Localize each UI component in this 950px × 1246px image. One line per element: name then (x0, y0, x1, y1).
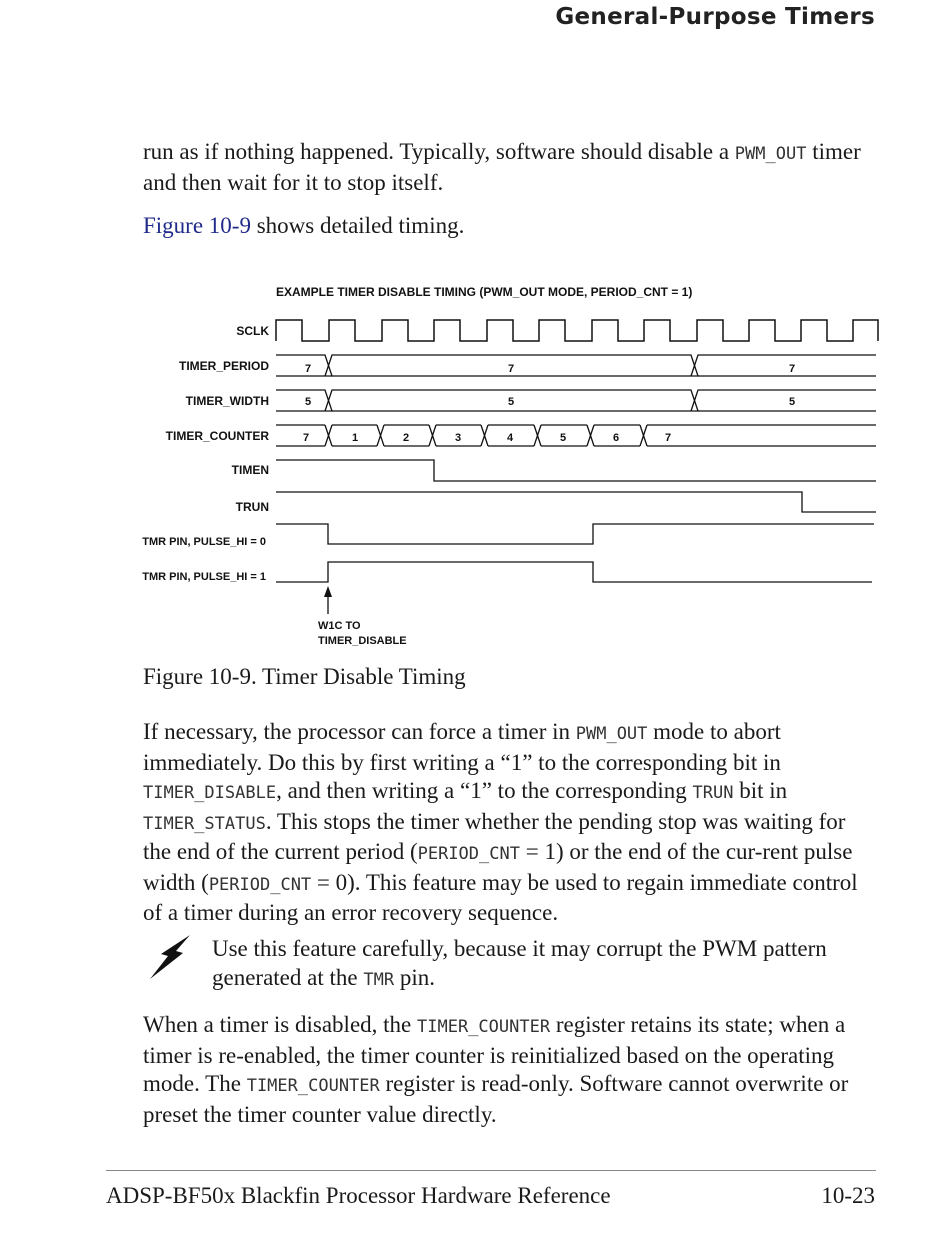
period-value: 7 (304, 363, 312, 375)
paragraph-force-abort (143, 718, 878, 928)
code-term: TIMER_DISABLE (143, 783, 277, 803)
period-value: 7 (788, 363, 796, 375)
text: When a timer is disabled, the (143, 1012, 418, 1037)
text: bit in (733, 778, 788, 803)
caution-note (212, 935, 882, 994)
text: timer and then wait for it to stop itself. (143, 139, 861, 195)
figure-title: EXAMPLE TIMER DISABLE TIMING (PWM_OUT MODE, PERIOD_CNT = 1) (276, 285, 693, 299)
text: register retains its state; when a timer is re-enabled, the timer counter is reinitialized based on the operating mode. The (143, 1012, 846, 1096)
text: mode to abort immediately. Do this by first writing a “1” to the corresponding bit in (143, 719, 781, 775)
counter-value: 4 (506, 432, 514, 444)
signal-label-timer-period: TIMER_PERIOD (178, 359, 269, 373)
code-term: TIMER_COUNTER (417, 1017, 551, 1037)
counter-value: 6 (612, 432, 620, 444)
tmr-pin-hi0-waveform (276, 524, 874, 544)
text: Use this feature carefully, because it may corrupt the PWM pattern generated at the (212, 936, 827, 990)
width-value: 5 (788, 396, 796, 408)
text: register is read-only. Software cannot overwrite or preset the timer counter value directly. (143, 1071, 849, 1127)
annotation-line-1: W1C TO (318, 620, 361, 632)
counter-value: 2 (402, 432, 410, 444)
signal-label-trun: TRUN (235, 500, 269, 514)
text: shows detailed timing. (250, 213, 465, 238)
code-term: TMR (363, 969, 395, 990)
code-term: PERIOD_CNT (208, 874, 312, 895)
counter-value: 7 (664, 432, 672, 444)
period-value: 7 (507, 363, 515, 375)
page-header-title: General-Purpose Timers (555, 4, 875, 30)
footer-book-title: ADSP-BF50x Blackfin Processor Hardware Reference (106, 1183, 611, 1208)
paragraph-timer-counter (143, 1011, 878, 1129)
counter-value: 1 (351, 432, 359, 444)
text: = 0). This feature may be used to regain immediate control of a timer during an error recovery sequence. (143, 869, 858, 925)
text: , and then writing a “1” to the corresponding (276, 778, 693, 803)
signal-label-sclk: SCLK (236, 324, 269, 338)
signal-label-timer-counter: TIMER_COUNTER (165, 429, 269, 443)
warning-lightning-icon (146, 932, 198, 982)
code-term: PWM_OUT (734, 144, 807, 164)
code-term: TIMER_STATUS (143, 813, 266, 834)
tmr-pin-hi1-waveform (276, 562, 872, 582)
code-term: PERIOD_CNT (417, 844, 520, 864)
code-term: TIMER_COUNTER (246, 1076, 380, 1096)
text: = 1) or the end of the cur-rent pulse width ( (143, 839, 853, 895)
figure-caption: Figure 10-9. Timer Disable Timing (143, 664, 466, 689)
signal-label-timen: TIMEN (231, 463, 269, 477)
sclk-waveform (276, 320, 878, 341)
timen-waveform (276, 460, 876, 481)
text: pin. (394, 964, 435, 990)
width-value: 5 (507, 396, 515, 408)
footer-page-number: 10-23 (821, 1183, 875, 1208)
code-term: PWM_OUT (575, 724, 648, 744)
timer-width-bus (276, 390, 876, 411)
text: If necessary, the processor can force a timer in (143, 719, 576, 744)
code-term: TRUN (692, 783, 734, 803)
counter-value: 5 (559, 432, 567, 444)
w1c-arrow-head (324, 586, 332, 597)
width-value: 5 (304, 396, 312, 408)
timer-counter-bus (276, 425, 876, 446)
trun-waveform (276, 492, 876, 512)
signal-label-tmr-pin-hi0: TMR PIN, PULSE_HI = 0 (142, 536, 266, 548)
text: run as if nothing happened. Typically, software should disable a (143, 139, 735, 164)
signal-label-timer-width: TIMER_WIDTH (185, 394, 269, 408)
counter-value: 7 (302, 432, 310, 444)
signal-label-tmr-pin-hi1: TMR PIN, PULSE_HI = 1 (142, 571, 266, 583)
text: . This stops the timer whether the pending stop was waiting for the end of the current period ( (143, 808, 846, 864)
figure-link[interactable]: Figure 10-9 (143, 213, 251, 238)
annotation-line-2: TIMER_DISABLE (318, 635, 407, 647)
counter-value: 3 (454, 432, 462, 444)
timer-period-bus (276, 355, 876, 376)
footer-divider (106, 1170, 876, 1171)
